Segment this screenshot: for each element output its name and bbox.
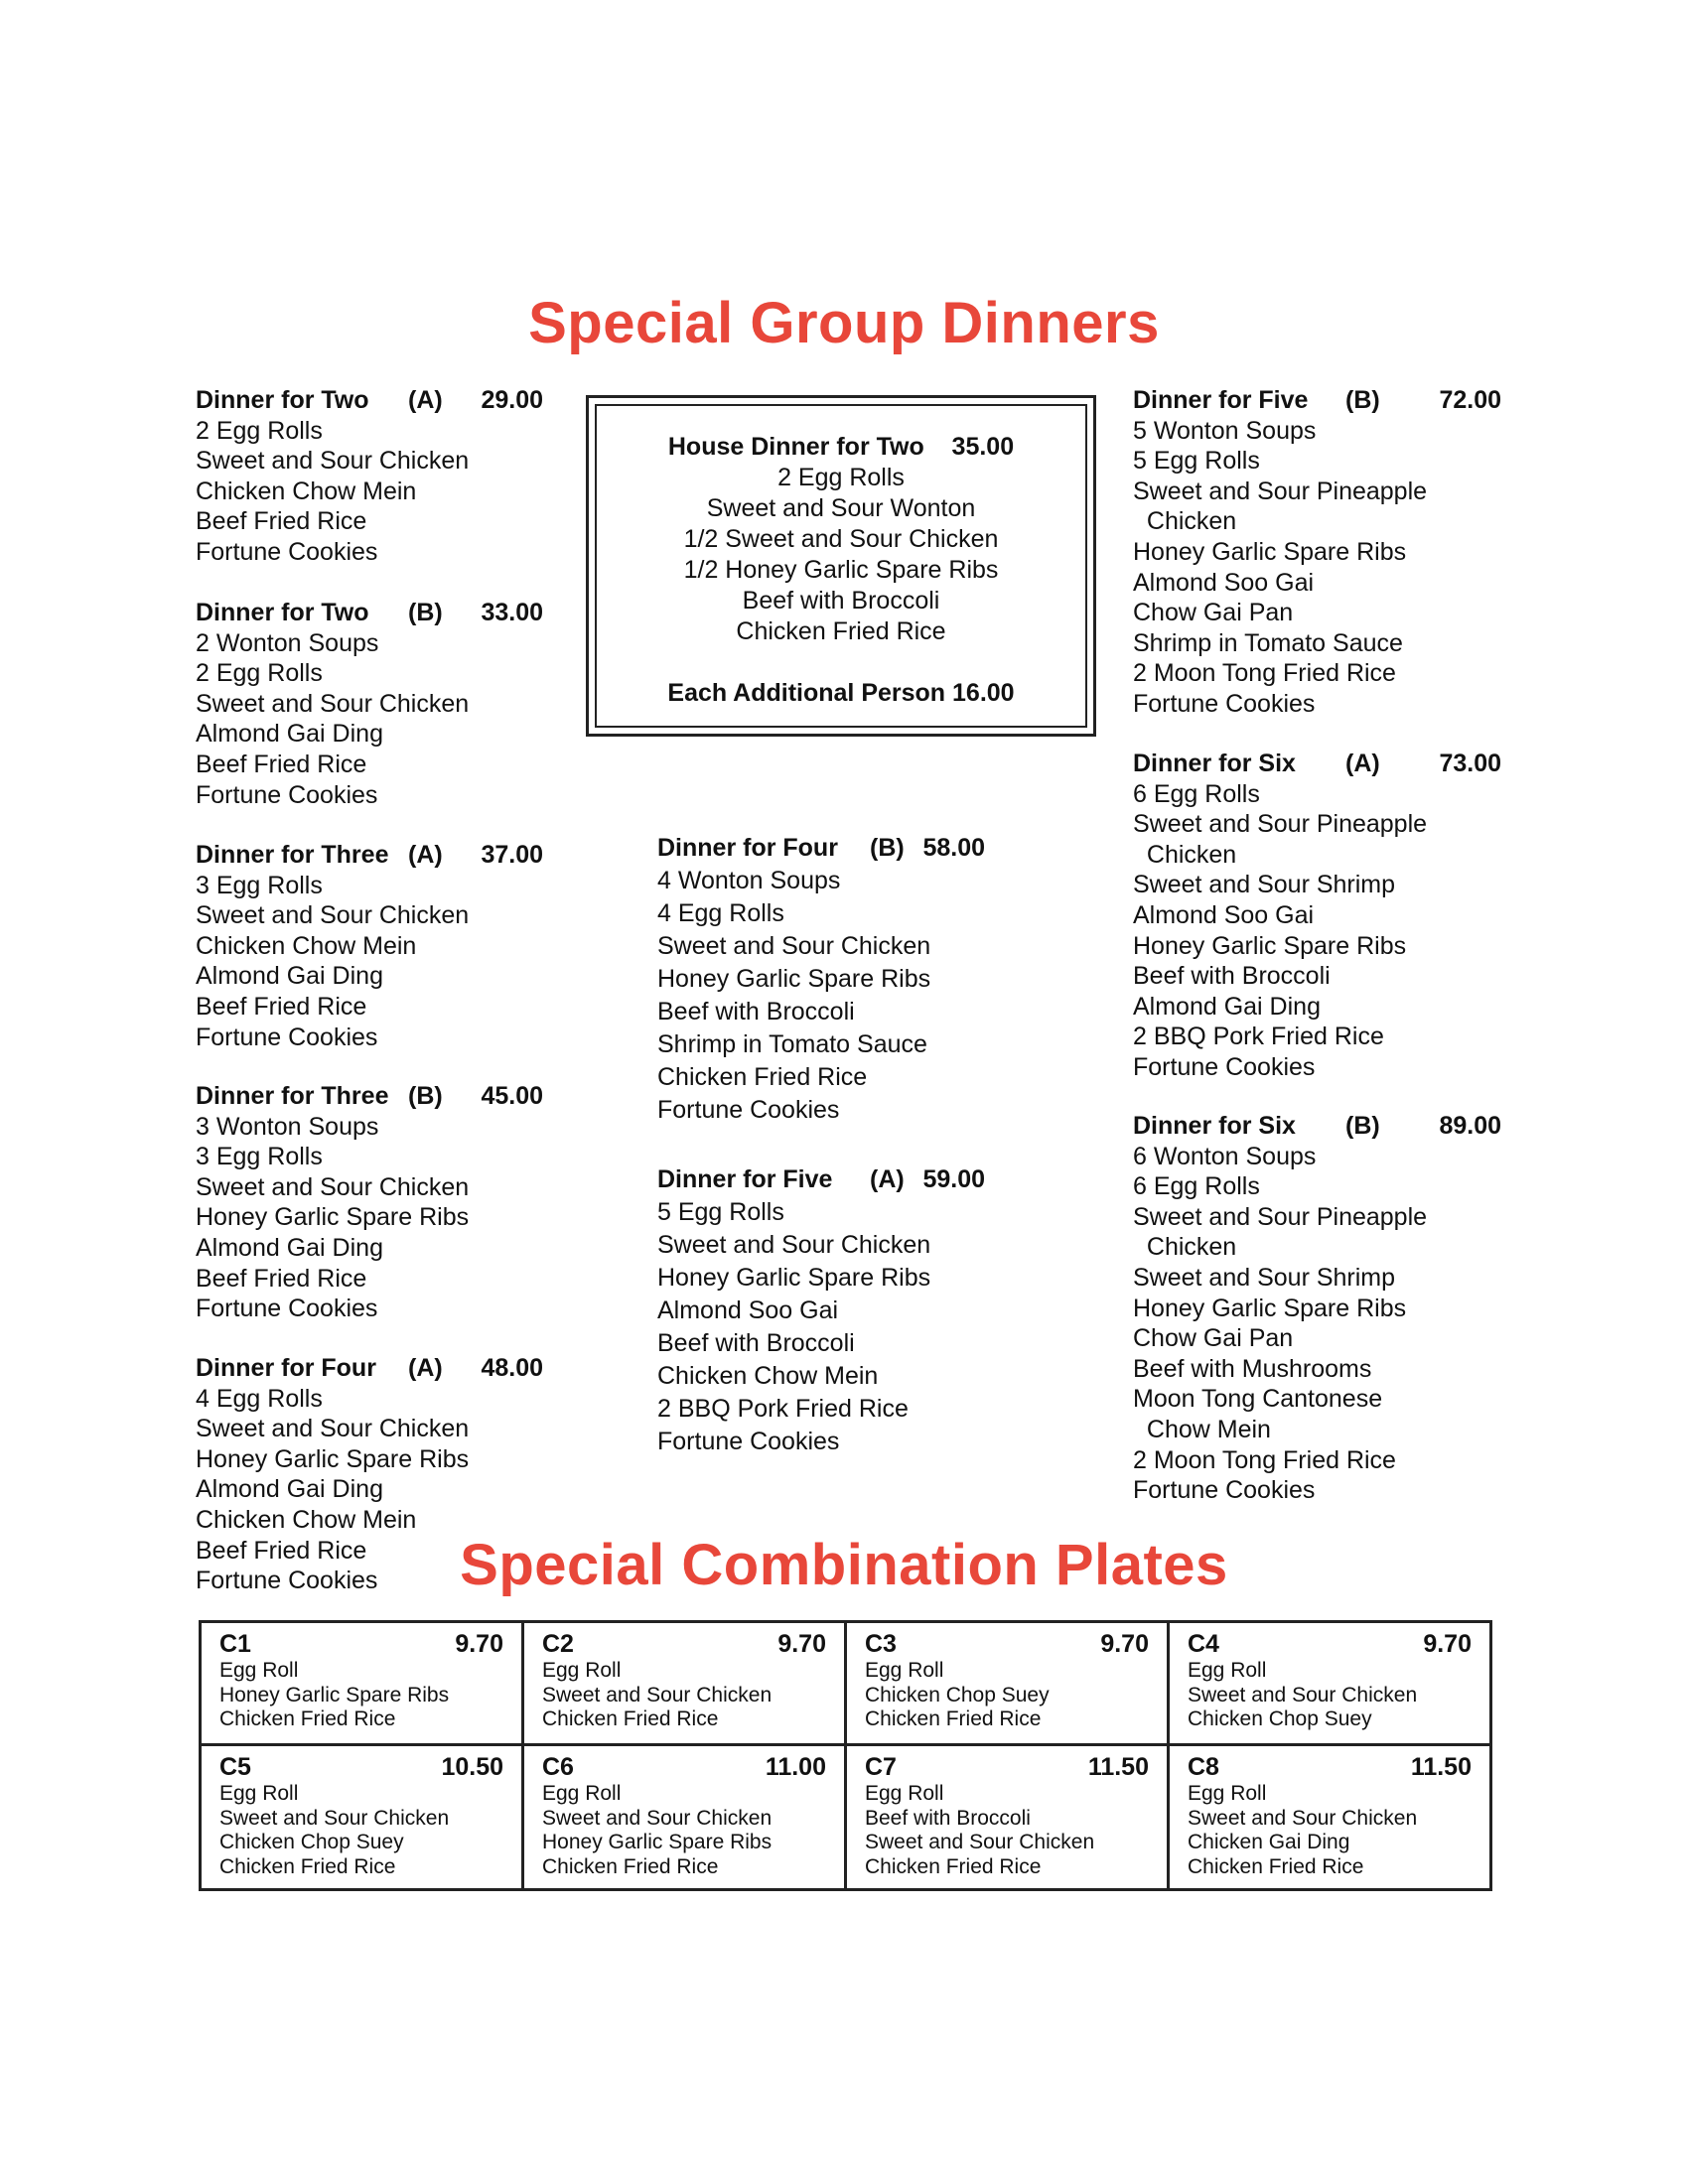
dinner-code: (A) bbox=[408, 1354, 443, 1382]
combo-cell bbox=[523, 1622, 846, 1745]
dinner-item: Fortune Cookies bbox=[196, 780, 378, 809]
combo-code: C5 bbox=[219, 1753, 251, 1781]
combo-item: Egg Roll bbox=[1188, 1659, 1267, 1682]
dinner-item: Fortune Cookies bbox=[196, 1023, 378, 1051]
dinner-item: Beef with Broccoli bbox=[657, 1329, 855, 1357]
dinner-item: 2 Egg Rolls bbox=[196, 416, 323, 445]
dinner-item: Beef Fried Rice bbox=[196, 750, 367, 778]
dinner-item: Fortune Cookies bbox=[196, 1567, 378, 1595]
house-dinner-item: Beef with Broccoli bbox=[742, 587, 940, 614]
combo-row bbox=[201, 1622, 1491, 1745]
dinner-item: Sweet and Sour Shrimp bbox=[1133, 1263, 1396, 1292]
dinner-name: Dinner for Three bbox=[196, 841, 389, 869]
combo-heading bbox=[1188, 1629, 1472, 1659]
dinner-item: Moon Tong Cantonese bbox=[1133, 1385, 1383, 1414]
dinner-item: 2 Egg Rolls bbox=[196, 659, 323, 688]
dinner-item: Almond Gai Ding bbox=[196, 720, 383, 749]
dinner-item: Beef Fried Rice bbox=[196, 507, 367, 536]
dinner-block bbox=[1133, 749, 1500, 1083]
dinner-item: Honey Garlic Spare Ribs bbox=[657, 1264, 931, 1292]
combo-item: Egg Roll bbox=[865, 1782, 944, 1805]
combo-item: Chicken Fried Rice bbox=[542, 1707, 719, 1730]
dinner-code: (A) bbox=[1345, 750, 1380, 777]
dinner-item: Beef Fried Rice bbox=[196, 992, 367, 1021]
combo-heading bbox=[865, 1752, 1149, 1782]
combo-item: Egg Roll bbox=[1188, 1782, 1267, 1805]
dinner-item: Sweet and Sour Chicken bbox=[196, 901, 470, 930]
combo-cell bbox=[1169, 1622, 1491, 1745]
dinner-heading bbox=[196, 385, 583, 416]
dinner-name: Dinner for Two bbox=[196, 386, 369, 414]
combo-item: Egg Roll bbox=[865, 1659, 944, 1682]
dinner-item: Shrimp in Tomato Sauce bbox=[1133, 628, 1403, 657]
combo-price: 9.70 bbox=[1100, 1630, 1149, 1658]
dinner-block bbox=[196, 840, 583, 1052]
dinner-item: 5 Wonton Soups bbox=[1133, 416, 1317, 445]
dinner-item: Sweet and Sour Chicken bbox=[657, 1231, 931, 1259]
dinner-block bbox=[657, 1163, 1055, 1458]
dinner-heading bbox=[196, 1081, 583, 1112]
dinner-heading bbox=[196, 598, 583, 628]
dinner-heading bbox=[1133, 749, 1500, 779]
dinner-heading bbox=[196, 1353, 583, 1384]
dinner-code: (B) bbox=[408, 1082, 443, 1110]
dinner-block bbox=[1133, 1111, 1500, 1506]
dinner-item: Chow Gai Pan bbox=[1133, 1324, 1294, 1353]
dinner-item: 2 Moon Tong Fried Rice bbox=[1133, 659, 1396, 688]
dinner-heading bbox=[657, 1163, 1055, 1196]
house-dinner-heading bbox=[597, 432, 1085, 463]
dinner-item: Honey Garlic Spare Ribs bbox=[1133, 537, 1407, 566]
house-dinner-name: House Dinner for Two bbox=[667, 433, 924, 461]
dinner-item: Almond Gai Ding bbox=[196, 962, 383, 991]
dinner-item: Beef with Mushrooms bbox=[1133, 1354, 1372, 1383]
house-dinner-item: 2 Egg Rolls bbox=[777, 464, 905, 491]
dinner-item: Honey Garlic Spare Ribs bbox=[196, 1203, 470, 1232]
dinner-price: 72.00 bbox=[1439, 386, 1501, 414]
dinner-name: Dinner for Three bbox=[196, 1082, 389, 1110]
combo-cell bbox=[201, 1745, 523, 1890]
dinner-block bbox=[196, 598, 583, 810]
dinner-item: Chicken Chow Mein bbox=[196, 931, 417, 960]
dinner-name: Dinner for Five bbox=[657, 1165, 833, 1193]
combo-price: 9.70 bbox=[1423, 1630, 1472, 1658]
combo-item: Egg Roll bbox=[219, 1782, 299, 1805]
dinner-item: 3 Egg Rolls bbox=[196, 1143, 323, 1171]
combo-row bbox=[201, 1745, 1491, 1890]
title-special-group-dinners: Special Group Dinners bbox=[528, 291, 1160, 355]
combo-heading bbox=[542, 1629, 826, 1659]
dinner-item: Chicken Chow Mein bbox=[196, 477, 417, 505]
combo-item: Honey Garlic Spare Ribs bbox=[219, 1683, 450, 1706]
dinner-code: (B) bbox=[1345, 386, 1380, 414]
combo-price: 9.70 bbox=[455, 1630, 503, 1658]
combo-code: C1 bbox=[219, 1630, 251, 1658]
dinner-item: Chicken bbox=[1133, 507, 1237, 536]
dinner-price: 89.00 bbox=[1439, 1112, 1501, 1140]
combo-cell bbox=[846, 1622, 1169, 1745]
combo-item: Egg Roll bbox=[542, 1782, 622, 1805]
dinner-price: 37.00 bbox=[481, 841, 543, 869]
title-special-combination-plates: Special Combination Plates bbox=[460, 1533, 1228, 1597]
combo-price: 11.00 bbox=[765, 1753, 826, 1781]
dinner-item: 2 BBQ Pork Fried Rice bbox=[657, 1395, 909, 1423]
dinner-item: Chow Mein bbox=[1133, 1415, 1271, 1443]
combo-item: Chicken Chop Suey bbox=[1188, 1707, 1372, 1730]
dinner-price: 73.00 bbox=[1439, 750, 1501, 777]
dinner-item: Beef with Broccoli bbox=[1133, 962, 1331, 991]
dinner-item: Fortune Cookies bbox=[1133, 689, 1316, 718]
dinner-item: Almond Soo Gai bbox=[1133, 900, 1315, 929]
combo-item: Honey Garlic Spare Ribs bbox=[542, 1831, 773, 1853]
combo-code: C3 bbox=[865, 1630, 897, 1658]
dinner-item: Chicken bbox=[1133, 840, 1237, 869]
dinner-item: Sweet and Sour Chicken bbox=[196, 447, 470, 476]
dinner-item: Sweet and Sour Pineapple bbox=[1133, 1202, 1428, 1231]
dinner-item: Sweet and Sour Shrimp bbox=[1133, 871, 1396, 899]
combo-heading bbox=[219, 1752, 503, 1782]
dinner-heading bbox=[657, 832, 1055, 865]
dinner-item: 3 Egg Rolls bbox=[196, 871, 323, 899]
dinner-item: Beef Fried Rice bbox=[196, 1536, 367, 1565]
combo-item: Chicken Fried Rice bbox=[219, 1854, 396, 1878]
dinner-item: Honey Garlic Spare Ribs bbox=[1133, 1294, 1407, 1322]
combo-code: C6 bbox=[542, 1753, 574, 1781]
dinner-item: Almond Gai Ding bbox=[196, 1233, 383, 1262]
dinner-item: Fortune Cookies bbox=[196, 1295, 378, 1323]
combo-item: Sweet and Sour Chicken bbox=[865, 1831, 1095, 1853]
dinner-price: 48.00 bbox=[481, 1354, 543, 1382]
dinner-item: Almond Gai Ding bbox=[1133, 992, 1321, 1021]
dinner-item: Sweet and Sour Pineapple bbox=[1133, 810, 1428, 839]
dinner-item: Sweet and Sour Pineapple bbox=[1133, 477, 1428, 505]
combo-price: 11.50 bbox=[1410, 1753, 1472, 1781]
combo-item: Beef with Broccoli bbox=[865, 1806, 1031, 1830]
combo-heading bbox=[542, 1752, 826, 1782]
dinner-item: 2 Moon Tong Fried Rice bbox=[1133, 1445, 1396, 1474]
house-dinner-price: 35.00 bbox=[951, 433, 1015, 461]
dinner-price: 29.00 bbox=[481, 386, 543, 414]
dinner-item: Chicken Fried Rice bbox=[657, 1063, 868, 1091]
dinner-item: Honey Garlic Spare Ribs bbox=[196, 1444, 470, 1473]
dinner-code: (B) bbox=[1345, 1112, 1380, 1140]
combo-code: C4 bbox=[1188, 1630, 1219, 1658]
combo-cell bbox=[846, 1745, 1169, 1890]
combo-heading bbox=[865, 1629, 1149, 1659]
combo-price: 11.50 bbox=[1087, 1753, 1149, 1781]
combo-item: Egg Roll bbox=[542, 1659, 622, 1682]
dinner-code: (B) bbox=[408, 599, 443, 626]
house-dinner-item: Sweet and Sour Wonton bbox=[706, 494, 976, 522]
dinner-item: 4 Egg Rolls bbox=[657, 899, 784, 927]
dinner-item: 5 Egg Rolls bbox=[1133, 447, 1260, 476]
combo-item: Chicken Fried Rice bbox=[1188, 1854, 1364, 1878]
dinner-item: 4 Egg Rolls bbox=[196, 1384, 323, 1413]
dinner-item: 4 Wonton Soups bbox=[657, 867, 841, 894]
combo-price: 10.50 bbox=[441, 1753, 503, 1781]
combo-item: Sweet and Sour Chicken bbox=[1188, 1806, 1418, 1830]
dinner-item: Chicken Chow Mein bbox=[657, 1362, 879, 1390]
dinner-item: Fortune Cookies bbox=[196, 537, 378, 566]
dinner-item: 6 Wonton Soups bbox=[1133, 1142, 1317, 1170]
dinner-item: Almond Soo Gai bbox=[1133, 568, 1315, 597]
combo-item: Sweet and Sour Chicken bbox=[542, 1683, 773, 1706]
dinner-heading bbox=[1133, 1111, 1500, 1142]
dinner-item: Almond Soo Gai bbox=[657, 1297, 839, 1324]
dinner-item: Sweet and Sour Chicken bbox=[657, 932, 931, 960]
dinner-name: Dinner for Five bbox=[1133, 386, 1309, 414]
dinner-item: Fortune Cookies bbox=[1133, 1052, 1316, 1081]
combo-item: Sweet and Sour Chicken bbox=[1188, 1683, 1418, 1706]
combo-item: Chicken Fried Rice bbox=[542, 1854, 719, 1878]
dinner-price: 33.00 bbox=[481, 599, 543, 626]
combo-heading bbox=[1188, 1752, 1472, 1782]
dinner-item: Sweet and Sour Chicken bbox=[196, 1172, 470, 1201]
dinner-item: Fortune Cookies bbox=[1133, 1476, 1316, 1505]
house-dinner-inner bbox=[595, 404, 1087, 728]
combo-item: Sweet and Sour Chicken bbox=[219, 1806, 450, 1830]
combo-code: C2 bbox=[542, 1630, 574, 1658]
dinner-name: Dinner for Two bbox=[196, 599, 369, 626]
dinner-code: (A) bbox=[408, 386, 443, 414]
combo-heading bbox=[219, 1629, 503, 1659]
dinner-price: 59.00 bbox=[922, 1165, 985, 1193]
dinner-item: Fortune Cookies bbox=[657, 1096, 840, 1124]
dinner-item: 6 Egg Rolls bbox=[1133, 779, 1260, 808]
dinner-code: (B) bbox=[870, 834, 905, 862]
combo-item: Chicken Fried Rice bbox=[865, 1707, 1042, 1730]
combo-price: 9.70 bbox=[777, 1630, 826, 1658]
dinner-item: Fortune Cookies bbox=[657, 1428, 840, 1455]
combo-item: Chicken Fried Rice bbox=[865, 1854, 1042, 1878]
dinner-name: Dinner for Four bbox=[657, 834, 838, 862]
dinner-block bbox=[196, 385, 583, 568]
dinner-code: (A) bbox=[870, 1165, 905, 1193]
dinner-item: 2 BBQ Pork Fried Rice bbox=[1133, 1023, 1384, 1051]
dinner-item: 6 Egg Rolls bbox=[1133, 1172, 1260, 1201]
dinner-price: 58.00 bbox=[922, 834, 985, 862]
house-dinner-item: 1/2 Honey Garlic Spare Ribs bbox=[683, 556, 999, 584]
combo-cell bbox=[523, 1745, 846, 1890]
combo-item: Egg Roll bbox=[219, 1659, 299, 1682]
combo-item: Chicken Chop Suey bbox=[219, 1831, 404, 1853]
dinner-item: Chicken bbox=[1133, 1233, 1237, 1262]
house-dinner-item: 1/2 Sweet and Sour Chicken bbox=[683, 525, 999, 553]
dinner-item: 3 Wonton Soups bbox=[196, 1112, 379, 1141]
combo-code: C8 bbox=[1188, 1753, 1219, 1781]
dinner-item: Beef with Broccoli bbox=[657, 998, 855, 1025]
house-dinner-additional: Each Additional Person 16.00 bbox=[667, 679, 1015, 707]
dinner-item: Chow Gai Pan bbox=[1133, 599, 1294, 627]
combo-item: Chicken Fried Rice bbox=[219, 1707, 396, 1730]
dinner-item: Almond Gai Ding bbox=[196, 1475, 383, 1504]
dinner-block bbox=[657, 832, 1055, 1127]
combo-cell bbox=[201, 1622, 523, 1745]
dinner-heading bbox=[1133, 385, 1500, 416]
dinner-price: 45.00 bbox=[481, 1082, 543, 1110]
combination-plates-table bbox=[199, 1620, 1492, 1891]
combo-item: Chicken Chop Suey bbox=[865, 1683, 1050, 1706]
dinner-item: Sweet and Sour Chicken bbox=[196, 689, 470, 718]
dinner-item: 2 Wonton Soups bbox=[196, 628, 379, 657]
dinner-name: Dinner for Six bbox=[1133, 750, 1296, 777]
dinner-heading bbox=[196, 840, 583, 871]
dinner-item: Honey Garlic Spare Ribs bbox=[1133, 931, 1407, 960]
dinner-name: Dinner for Four bbox=[196, 1354, 376, 1382]
dinner-item: Sweet and Sour Chicken bbox=[196, 1415, 470, 1443]
dinner-block bbox=[1133, 385, 1500, 720]
dinner-item: 5 Egg Rolls bbox=[657, 1198, 784, 1226]
dinner-item: Chicken Chow Mein bbox=[196, 1505, 417, 1534]
combo-item: Chicken Gai Ding bbox=[1188, 1831, 1350, 1853]
combo-item: Sweet and Sour Chicken bbox=[542, 1806, 773, 1830]
house-dinner-box bbox=[586, 395, 1096, 737]
dinner-block bbox=[196, 1081, 583, 1324]
dinner-item: Honey Garlic Spare Ribs bbox=[657, 965, 931, 993]
dinner-item: Shrimp in Tomato Sauce bbox=[657, 1030, 927, 1058]
combo-code: C7 bbox=[865, 1753, 897, 1781]
dinner-name: Dinner for Six bbox=[1133, 1112, 1296, 1140]
house-dinner-item: Chicken Fried Rice bbox=[736, 617, 946, 645]
combo-cell bbox=[1169, 1745, 1491, 1890]
dinner-item: Beef Fried Rice bbox=[196, 1264, 367, 1293]
dinner-code: (A) bbox=[408, 841, 443, 869]
